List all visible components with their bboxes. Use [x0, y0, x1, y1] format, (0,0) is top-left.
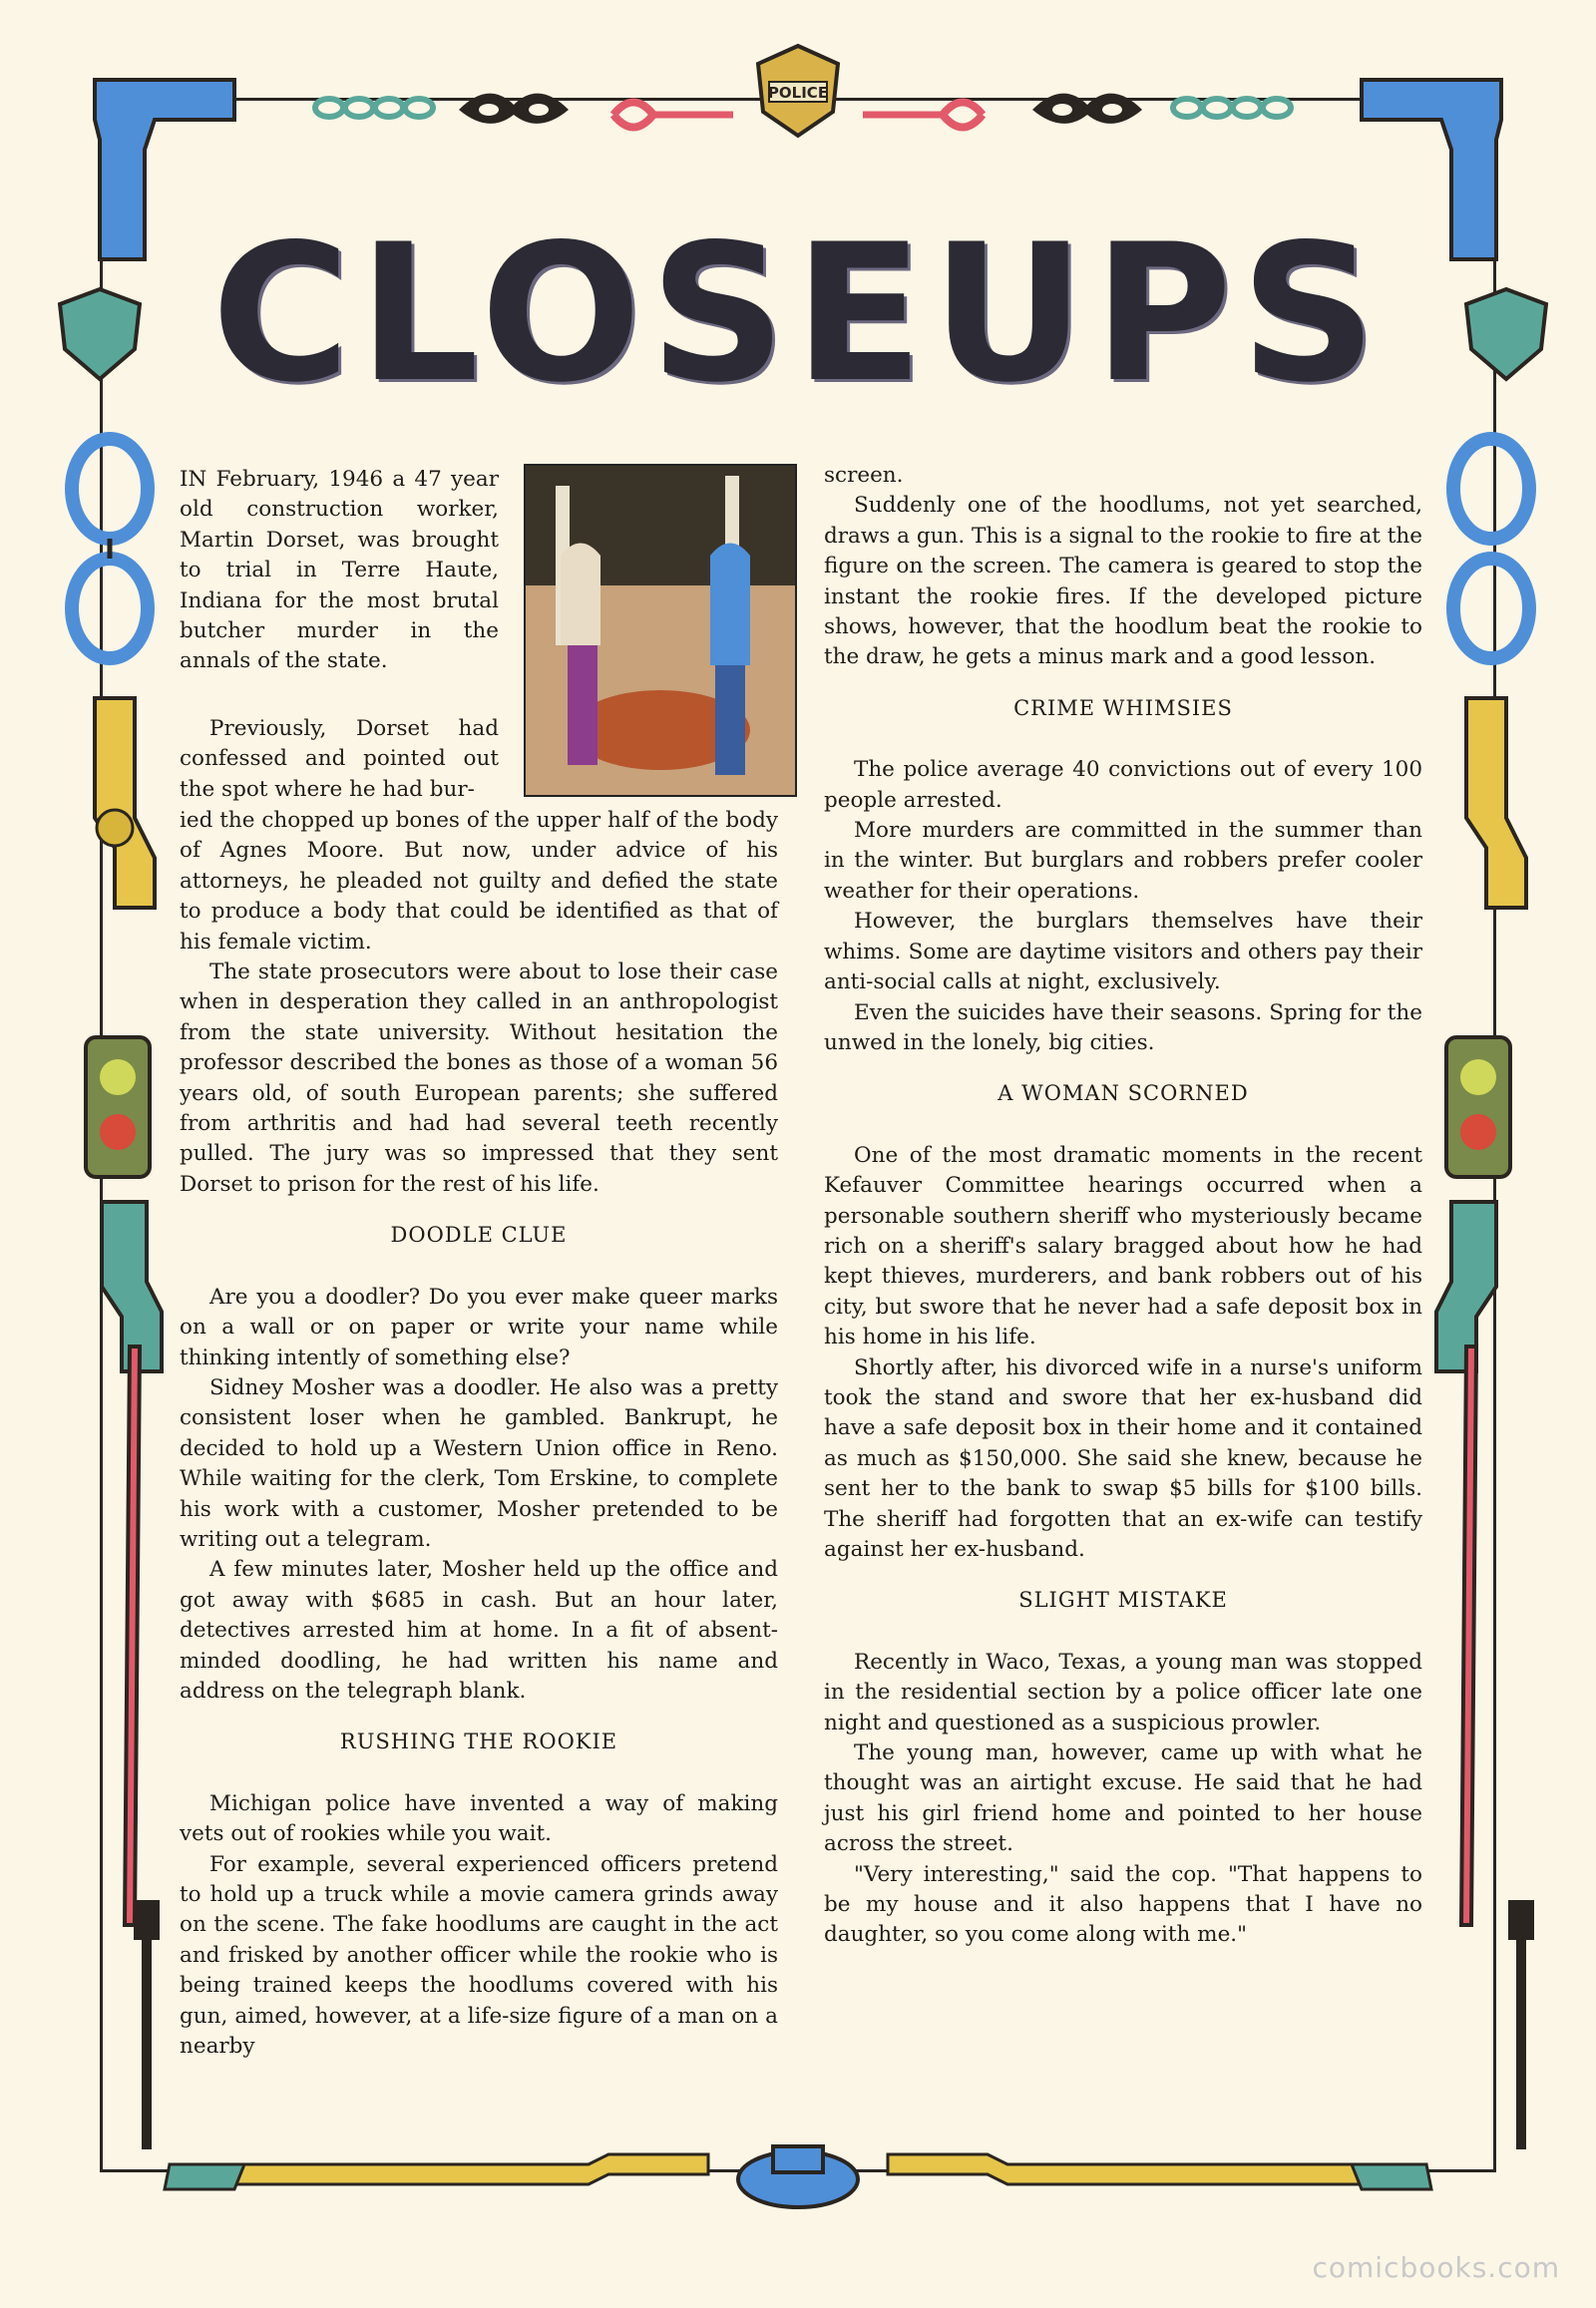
- handcuffs-left-icon: [55, 429, 165, 668]
- whimsies-text-3: However, the burglars themselves have their whims. Some are daytime visitors and others pay their anti-social calls at night, exclusively.: [824, 909, 1422, 995]
- rookie-text-4: Suddenly one of the hoodlums, not yet searched, draws a gun. This is a signal to the rookie to fire at the figure on the screen. The camera is geared to stop the instant the rookie fires. If the developed picture shows, however, that the hoodlum beat the rookie to the draw, he gets a minus mark and a good lesson.: [824, 493, 1422, 670]
- intro-text-2a: Previously, Dorset had confessed and pointed out the spot where he had bur-: [180, 716, 499, 802]
- nightstick-left-icon: [90, 1337, 170, 1935]
- intro-text-3: The state prosecutors were about to lose their case when in desperation they called in an anthropologist from the state university. Without hesitation the professor described the bones as those of a woman 56 years old, of south European parents; she suffered from arthritis and had had several teeth recently pulled. The jury was so impressed that they sent Dorset to prison for the rest of his life.: [180, 960, 778, 1197]
- mask-right-icon: [1027, 80, 1147, 140]
- whimsies-heading: CRIME WHIMSIES: [1013, 695, 1233, 720]
- scorned-text-2: Shortly after, his divorced wife in a nurse's uniform took the stand and swore that her ex-husband did have a safe deposit box in their home and it contained as much as $150,000. She said she knew, because he sent her to the bank to swap $5 bills for $100 bills. The sheriff had forgotten that an ex-wife can testify against her ex-husband.: [824, 1354, 1422, 1562]
- rookie-text-3: screen.: [824, 463, 904, 488]
- lamp-right-icon: [1496, 1895, 1546, 2154]
- doodle-heading: DOODLE CLUE: [390, 1223, 568, 1248]
- whimsies-text-4: Even the suicides have their seasons. Spring for the unwed in the lonely, big cities.: [824, 999, 1422, 1055]
- mistake-heading: SLIGHT MISTAKE: [1018, 1588, 1228, 1613]
- traffic-light-right-icon: [1438, 1032, 1518, 1182]
- mistake-text-1: Recently in Waco, Texas, a young man was stopped in the residential section by a police officer late one night and questioned as a suspicious prowler.: [824, 1649, 1422, 1735]
- page-title: CLOSEUPS: [210, 203, 1386, 424]
- chain-right-icon: [1167, 88, 1307, 128]
- handcuffs-top-icon: [603, 85, 993, 145]
- nightstick-right-icon: [1426, 1337, 1506, 1935]
- intro-paragraph-1: [180, 465, 499, 677]
- watermark: comicbooks.com: [1312, 2251, 1560, 2284]
- whimsies-text-2: More murders are committed in the summer than in the winter. But burglars and robbers prefer cooler weather for their operations.: [824, 818, 1422, 904]
- doodle-text-1: Are you a doodler? Do you ever make queer marks on a wall or on paper or write your name while thinking intently of something else?: [180, 1284, 778, 1370]
- police-cap-icon: [733, 2134, 863, 2214]
- revolver-right-icon: [1436, 688, 1536, 918]
- mask-left-icon: [454, 80, 574, 140]
- rookie-text-2: For example, several experienced officers pretend to hold up a truck while a movie camera grinds away on the scene. The fake hoodlums are caught in the act and frisked by another officer while the rookie who is being trained keeps the hoodlums covered with his gun, aimed, however, at a life-size figure of a man on a nearby: [180, 1851, 778, 2060]
- handcuffs-right-icon: [1436, 429, 1546, 668]
- rifle-bottom-right-icon: [878, 2134, 1436, 2204]
- scorned-text-1: One of the most dramatic moments in the recent Kefauver Committee hearings occurred when a personable southern sheriff who mysteriously became rich on a sheriff's salary bragged about how he had kept thieves, murderers, and bank robbers out of his city, but swore that he never had a safe deposit box in his home in his life.: [824, 1142, 1422, 1350]
- illustration-two-men-digging: [524, 464, 797, 797]
- intro-text-1: IN February, 1946 a 47 year old construction worker, Martin Dorset, was brought to trial in Terre Haute, Indiana for the most brutal butcher murder in the annals of the state.: [180, 467, 499, 674]
- scorned-heading: A WOMAN SCORNED: [998, 1081, 1249, 1106]
- revolver-left-icon: [65, 688, 165, 918]
- traffic-light-left-icon: [78, 1032, 158, 1182]
- intro-text-2b: ied the chopped up bones of the upper half of the body of Agnes Moore. But now, under advice of his attorneys, he pleaded not guilty and defied the state to produce a body that could be identified as that of his female victim.: [180, 808, 778, 955]
- rookie-text-1: Michigan police have invented a way of making vets out of rookies while you wait.: [180, 1790, 778, 1847]
- doodle-text-2: Sidney Mosher was a doodler. He also was a pretty consistent loser when he gambled. Bankrupt, he decided to hold up a Western Union office in Reno. While waiting for the clerk, Tom Erskine, to complete his work with a customer, Mosher pretended to be writing out a telegram.: [180, 1374, 778, 1552]
- doodle-text-3: A few minutes later, Mosher held up the office and got away with $685 in cash. But an hour later, detectives arrested him at home. In a fit of absent-minded doodling, he had written his name and address on the telegraph blank.: [180, 1557, 778, 1704]
- lamp-left-icon: [122, 1895, 172, 2154]
- rookie-heading: RUSHING THE ROOKIE: [339, 1730, 618, 1754]
- rifle-bottom-left-icon: [160, 2134, 718, 2204]
- chain-left-icon: [309, 88, 449, 128]
- badge-label: POLICE: [767, 84, 829, 102]
- mistake-text-3: "Very interesting," said the cop. "That happens to be my house and it also happens that I have no daughter, so you come along with me.": [824, 1861, 1422, 1948]
- mistake-text-2: The young man, however, came up with what he thought was an airtight excuse. He said that he had just his girl friend home and pointed to her house across the street.: [824, 1740, 1422, 1857]
- whimsies-text-1: The police average 40 convictions out of every 100 people arrested.: [824, 757, 1422, 813]
- right-column: [824, 461, 1422, 1951]
- intro-paragraph-2a: [180, 714, 499, 805]
- left-column: [180, 806, 778, 2062]
